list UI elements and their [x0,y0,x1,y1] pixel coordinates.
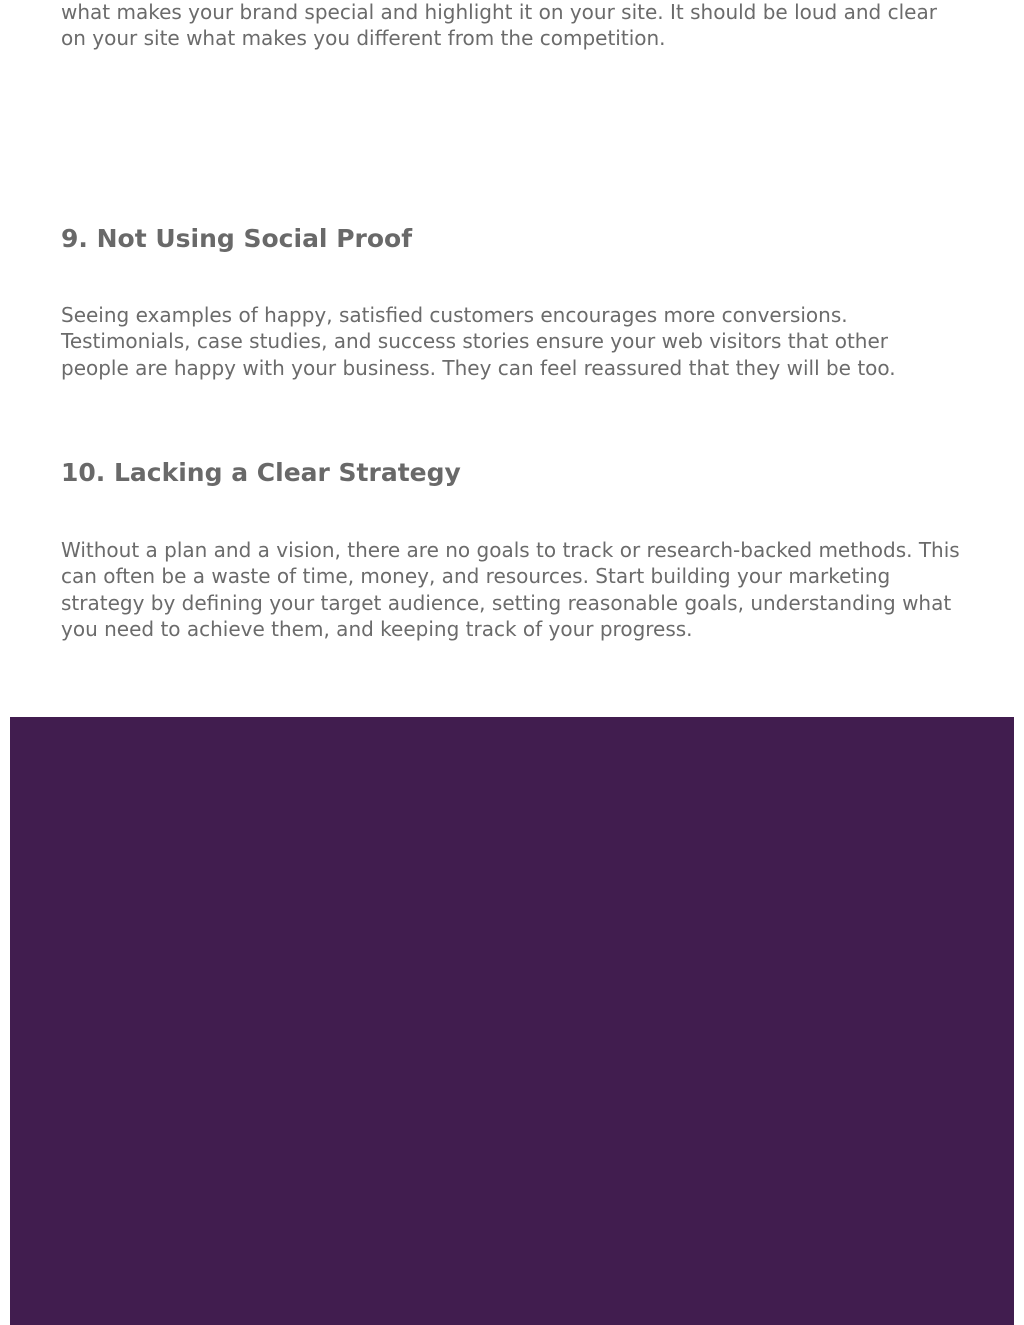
footer-band [10,717,1014,1325]
section-heading-clear-strategy: 10. Lacking a Clear Strategy [61,458,461,487]
section-body-clear-strategy: Without a plan and a vision, there are no goals to track or research-backed methods. This can often be a waste of time, money, and resources. Start building your marketing strategy by defining your target audience, setting reasonable goals, understanding what you need to achieve them, and keeping track of your progress. [61,538,960,642]
intro-paragraph: what makes your brand special and highlight it on your site. It should be loud and clear on your site what makes you different from the competition. [61,0,937,51]
section-body-social-proof: Seeing examples of happy, satisfied customers encourages more conversions. Testimonials, case studies, and success stories ensure your web visitors that other people are happy with your business. They can feel reassured that they will be too. [61,303,896,380]
section-heading-social-proof: 9. Not Using Social Proof [61,224,413,253]
